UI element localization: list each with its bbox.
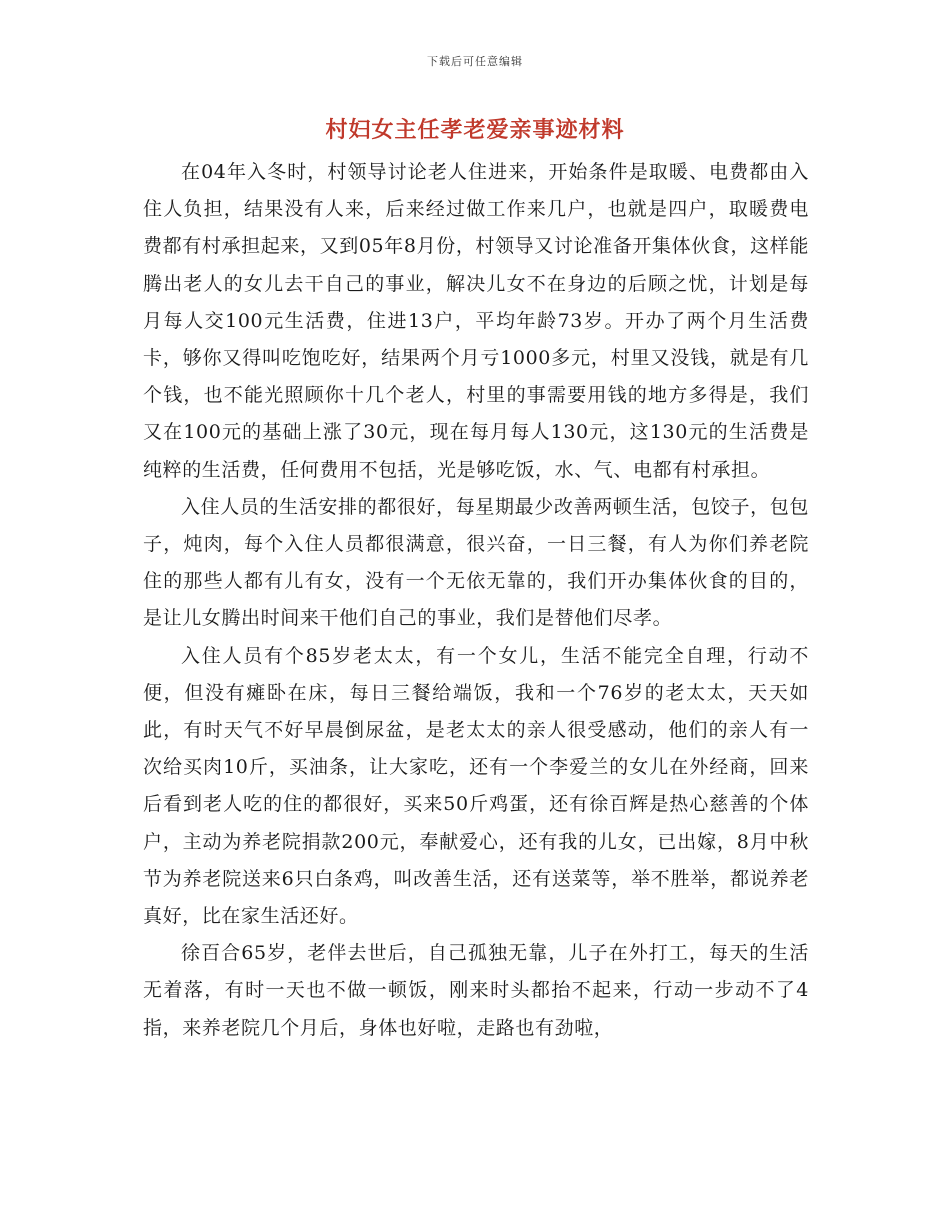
- page-header: 下载后可任意编辑: [427, 55, 523, 68]
- document-body: [143, 154, 809, 1047]
- document-title: 村妇女主任孝老爱亲事迹材料: [325, 117, 625, 143]
- paragraph: 入住人员的生活安排的都很好，每星期最少改善两顿生活，包饺子，包包子，炖肉，每个入住人员都很满意，很兴奋，一日三餐，有人为你们养老院住的那些人都有儿有女，没有一个无依无靠的，我们开办集体伙食的目的，是让儿女腾出时间来干他们自己的事业，我们是替他们尽孝。: [143, 495, 809, 630]
- paragraph: 徐百合65岁，老伴去世后，自己孤独无靠，儿子在外打工，每天的生活无着落，有时一天也不做一顿饭，刚来时头都抬不起来，行动一步动不了4指，来养老院几个月后，身体也好啦，走路也有劲啦，: [143, 942, 809, 1039]
- paragraph: 在04年入冬时，村领导讨论老人住进来，开始条件是取暖、电费都由入住人负担，结果没有人来，后来经过做工作来几户，也就是四户，取暖费电费都有村承担起来，又到05年8月份，村领导又讨论准备开集体伙食，这样能腾出老人的女儿去干自己的事业，解决儿女不在身边的后顾之忧，计划是每月每人交100元生活费，住进13户，平均年龄73岁。开办了两个月生活费卡，够你又得叫吃饱吃好，结果两个月亏1000多元，村里又没钱，就是有几个钱，也不能光照顾你十几个老人，村里的事需要用钱的地方多得是，我们又在100元的基础上涨了30元，现在每月每人130元，这130元的生活费是纯粹的生活费，任何费用不包括，光是够吃饭，水、气、电都有村承担。: [143, 161, 809, 481]
- paragraph: 入住人员有个85岁老太太，有一个女儿，生活不能完全自理，行动不便，但没有瘫卧在床，每日三餐给端饭，我和一个76岁的老太太，天天如此，有时天气不好早晨倒尿盆，是老太太的亲人很受感动，他们的亲人有一次给买肉10斤，买油条，让大家吃，还有一个李爱兰的女儿在外经商，回来后看到老人吃的住的都很好，买来50斤鸡蛋，还有徐百辉是热心慈善的个体户，主动为养老院捐款200元，奉献爱心，还有我的儿女，已出嫁，8月中秋节为养老院送来6只白条鸡，叫改善生活，还有送菜等，举不胜举，都说养老真好，比在家生活还好。: [143, 644, 809, 928]
